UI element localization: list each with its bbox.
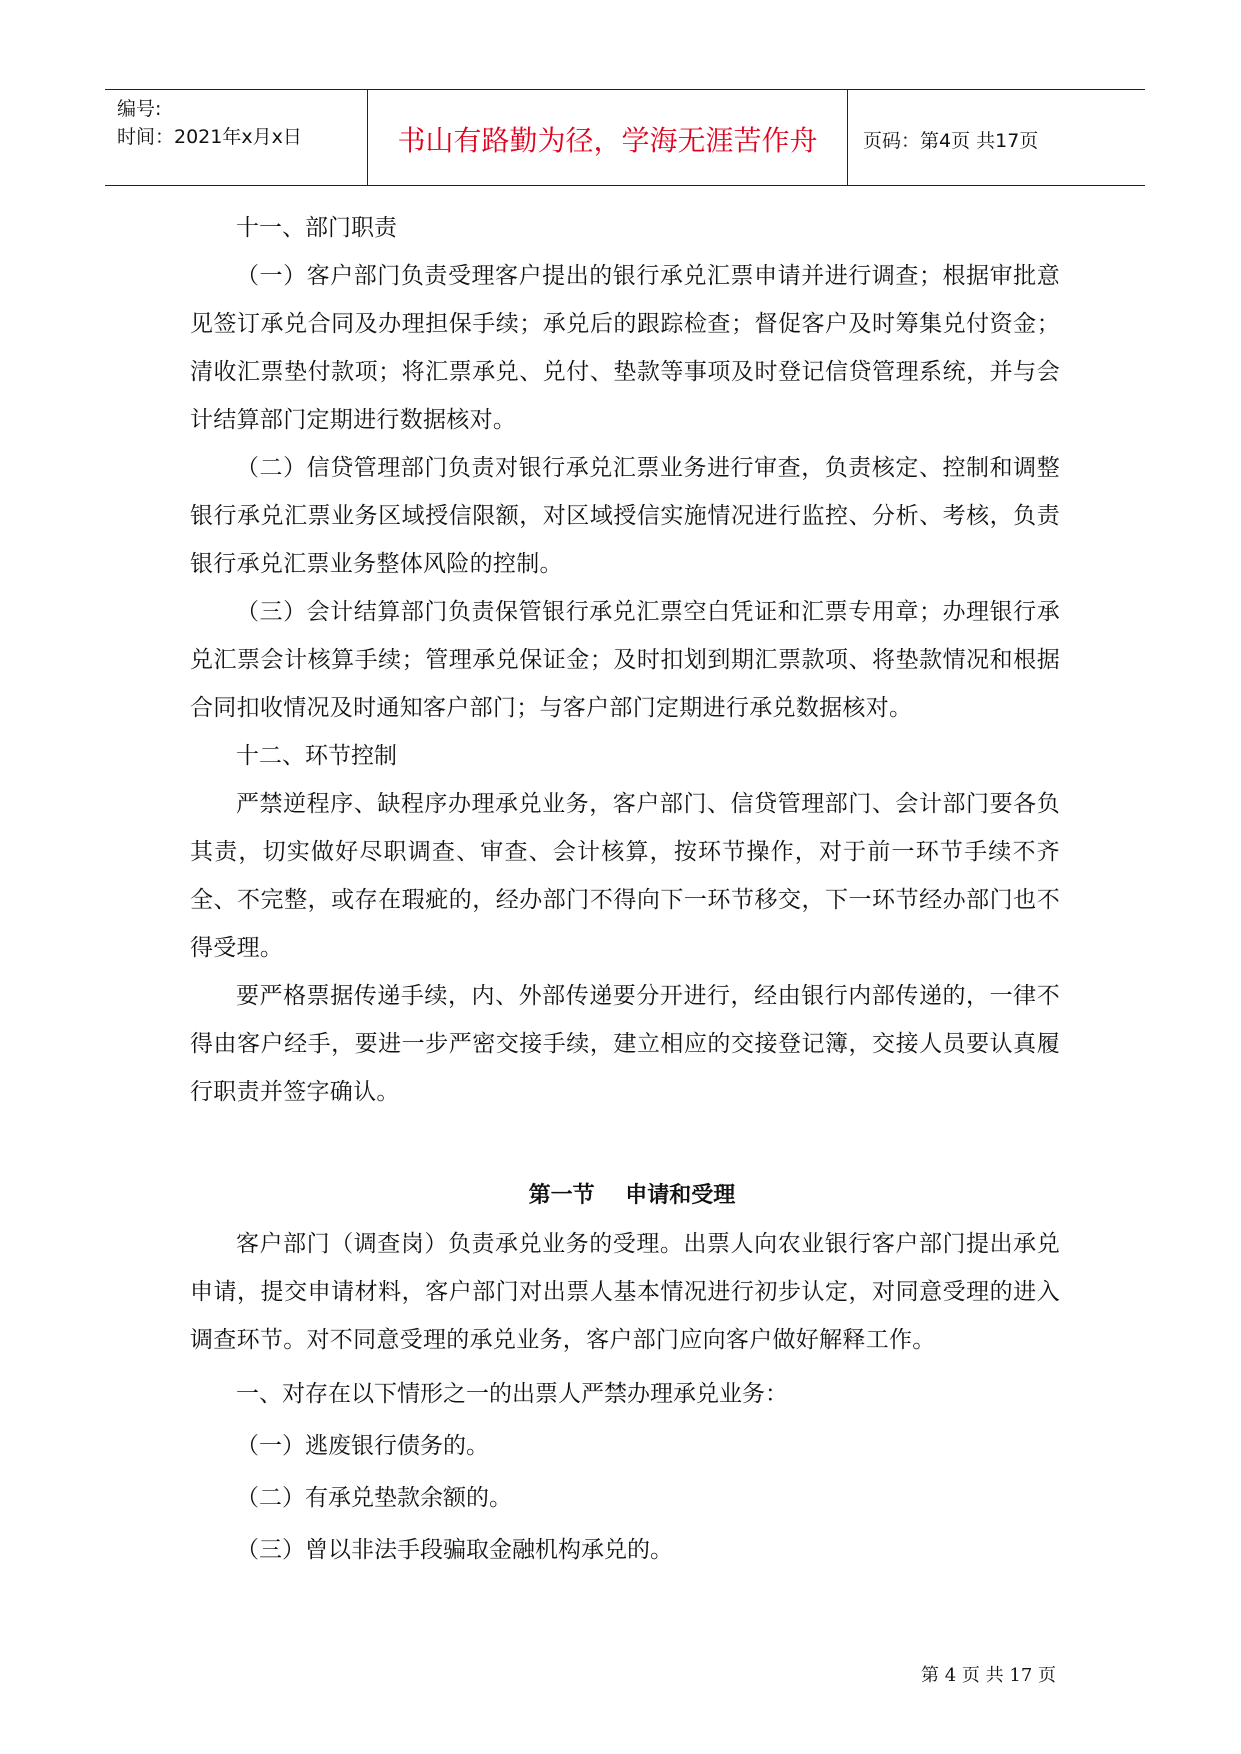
header-motto: 书山有路勤为径，学海无涯苦作舟 (397, 124, 818, 157)
page-header (105, 89, 1145, 186)
header-meta-cell (105, 90, 367, 185)
document-time-label: 时间：2021年x月x日 (117, 126, 302, 148)
paragraph-customer-dept: （一）客户部门负责受理客户提出的银行承兑汇票申请并进行调查；根据审批意见签订承兑合同及办理担保手续；承兑后的跟踪检查；督促客户及时筹集兑付资金；清收汇票垫付款项；将汇票承兑、兑付、垫款等事项及时登记信贷管理系统，并与会计结算部门定期进行数据核对。 (190, 263, 1060, 433)
paragraph-document-transfer: 要严格票据传递手续，内、外部传递要分开进行，经由银行内部传递的，一律不得由客户经手，要进一步严密交接手续，建立相应的交接登记簿，交接人员要认真履行职责并签字确认。 (190, 983, 1060, 1105)
paragraph-credit-dept: （二）信贷管理部门负责对银行承兑汇票业务进行审查，负责核定、控制和调整银行承兑汇票业务区域授信限额，对区域授信实施情况进行监控、分析、考核，负责银行承兑汇票业务整体风险的控制。 (190, 455, 1060, 577)
section-title: 第一节 申请和受理 (528, 1183, 736, 1208)
paragraph-application-acceptance: 客户部门（调查岗）负责承兑业务的受理。出票人向农业银行客户部门提出承兑申请，提交申请材料，客户部门对出票人基本情况进行初步认定，对同意受理的进入调查环节。对不同意受理的承兑业务，客户部门应向客户做好解释工作。 (190, 1231, 1060, 1353)
list-item: （一）逃废银行债务的。 (236, 1433, 489, 1459)
list-title: 一、对存在以下情形之一的出票人严禁办理承兑业务： (236, 1381, 788, 1407)
document-body (190, 204, 1060, 1576)
header-page-code: 页码：第4页 共17页 (863, 130, 1039, 152)
header-page-cell (847, 90, 1145, 185)
paragraph-process-order: 严禁逆程序、缺程序办理承兑业务，客户部门、信贷管理部门、会计部门要各负其责，切实做好尽职调查、审查、会计核算，按环节操作，对于前一环节手续不齐全、不完整，或存在瑕疵的，经办部门不得向下一环节移交，下一环节经办部门也不得受理。 (190, 791, 1060, 961)
heading-department-duties: 十一、部门职责 (236, 215, 397, 241)
header-motto-cell (367, 90, 848, 185)
page-footer-number: 第 4 页 共 17 页 (921, 1665, 1056, 1686)
document-number-label: 编号: (117, 98, 162, 120)
list-item: （三）曾以非法手段骗取金融机构承兑的。 (236, 1537, 673, 1563)
heading-process-control: 十二、环节控制 (236, 743, 397, 769)
paragraph-accounting-dept: （三）会计结算部门负责保管银行承兑汇票空白凭证和汇票专用章；办理银行承兑汇票会计核算手续；管理承兑保证金；及时扣划到期汇票款项、将垫款情况和根据合同扣收情况及时通知客户部门；与客户部门定期进行承兑数据核对。 (190, 599, 1060, 721)
list-item: （二）有承兑垫款余额的。 (236, 1485, 512, 1511)
